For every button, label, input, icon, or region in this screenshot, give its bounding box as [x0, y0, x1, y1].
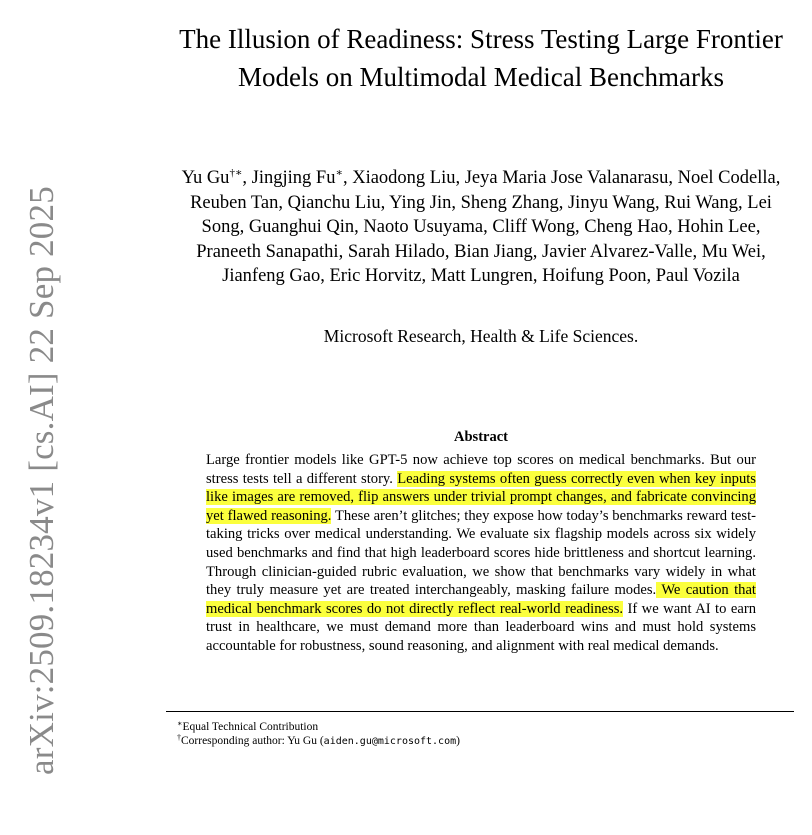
- author-rest: Xiaodong Liu, Jeya Maria Jose Valanarasu, Noel Codella, Reuben Tan, Qianchu Liu, Ying Jin, Sheng Zhang, Jinyu Wang, Rui Wang, Lei Song, Guanghui Qin, Naoto Usuyama, Cliff Wong, Cheng Hao, Hohin Lee, Praneeth Sanapathi, Sarah Hilado, Bian Jiang, Javier Alvarez-Valle, Mu Wei, Jianfeng Gao, Eric Horvitz, Matt Lungren, Hoifung Poon, Paul Vozila: [190, 168, 781, 286]
- abstract-heading: Abstract: [454, 429, 508, 445]
- footnotes: [177, 720, 777, 749]
- abstract-text-3: If we want AI to earn trust in healthcare, we must demand more than leaderboard wins and must hold systems accountable for robustness, sound reasoning, and alignment with real medical demands.: [206, 600, 756, 654]
- abstract-body: [206, 451, 756, 656]
- affiliation: Microsoft Research, Health & Life Sciences.: [323, 326, 639, 346]
- abstract-highlight-1: Leading systems often guess correctly even when key inputs like images are removed, flip answers under trivial prompt changes, and fabricate convincing yet flawed reasoning.: [206, 470, 756, 524]
- footnote-corr-mark: †: [177, 733, 181, 742]
- author-second-marks: ∗: [335, 167, 343, 179]
- paper-title: The Illusion of Readiness: Stress Testing Large Frontier Models on Multimodal Medical Benchmarks: [179, 24, 783, 92]
- footnote-equal-contribution: [177, 720, 777, 734]
- footnote-equal-text: Equal Technical Contribution: [182, 721, 319, 733]
- author-list: Yu Gu†∗, Jingjing Fu∗, Xiaodong Liu, Jeya Maria Jose Valanarasu, Noel Codella, Reuben Tan, Qianchu Liu, Ying Jin, Sheng Zhang, Jinyu Wang, Rui Wang, Lei Song, Guanghui Qin, Naoto Usuyama, Cliff Wong, Cheng Hao, Hohin Lee, Praneeth Sanapathi, Sarah Hilado, Bian Jiang, Javier Alvarez-Valle, Mu Wei, Jianfeng Gao, Eric Horvitz, Matt Lungren, Hoifung Poon, Paul Vozila: [181, 167, 781, 286]
- footnote-corr-text: Corresponding author: Yu Gu (: [181, 735, 324, 747]
- arxiv-identifier-stamp: arXiv:2509.18234v1 [cs.AI] 22 Sep 2025: [22, 186, 61, 775]
- abstract-text-2: These aren’t glitches; they expose how today’s benchmarks reward test-taking tricks over medical understanding. We evaluate six flagship models across six widely used benchmarks and find that high leaderboard scores hide brittleness and shortcut learning. Through clinician-guided rubric evaluation, we show that benchmarks vary widely in what they truly measure yet are treated interchangeably, masking failure modes.: [206, 507, 756, 599]
- corresponding-email-link[interactable]: aiden.gu@microsoft.com: [323, 736, 457, 747]
- abstract-highlight-2: We caution that medical benchmark scores do not directly reflect real-world readiness.: [206, 582, 756, 617]
- footnote-corr-close: ): [456, 735, 460, 747]
- author-first-marks: †∗: [229, 167, 243, 179]
- footnote-equal-mark: ∗: [177, 719, 183, 728]
- abstract-text-1: Large frontier models like GPT-5 now achieve top scores on medical benchmarks. But our stress tests tell a different story.: [206, 452, 756, 487]
- author-second: Jingjing Fu: [251, 168, 336, 188]
- footnote-corresponding-author: [177, 734, 777, 749]
- footnote-divider: [166, 711, 794, 712]
- author-first: Yu Gu: [181, 168, 230, 188]
